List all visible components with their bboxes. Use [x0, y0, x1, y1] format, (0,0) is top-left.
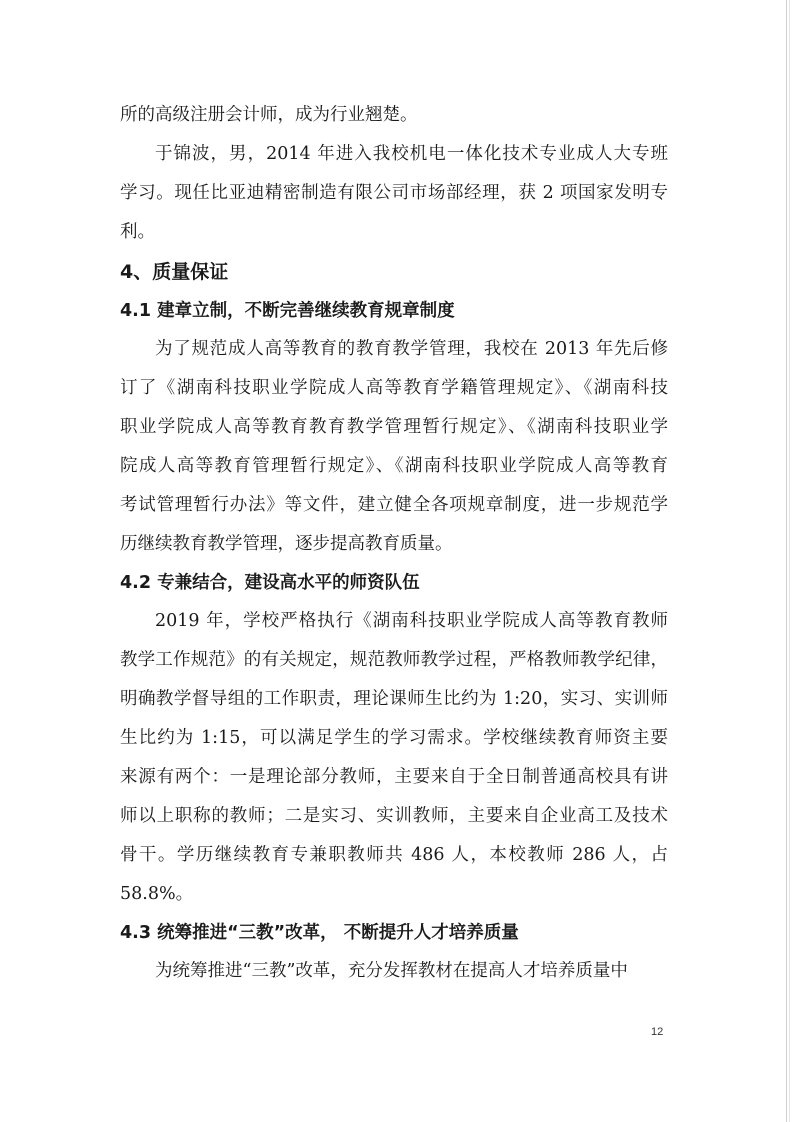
section-heading: 4、质量保证	[120, 261, 229, 283]
paragraph-line: 为统筹推进“三教”改革，充分发挥教材在提高人才培养质量中	[155, 961, 628, 981]
paragraph	[120, 135, 668, 252]
page-number: 12	[651, 1026, 664, 1038]
paragraph-line: 院成人高等教育管理暂行规定》、《湖南科技职业学院成人高等教育	[120, 456, 668, 476]
paragraph-line: 为了规范成人高等教育的教育教学管理，我校在 2013 年先后修	[155, 339, 668, 359]
paragraph-line: 于锦波，男，2014 年进入我校机电一体化技术专业成人大专班	[155, 144, 668, 164]
paragraph-line: 职业学院成人高等教育教育教学管理暂行规定》、《湖南科技职业学	[120, 417, 668, 437]
paragraph-line: 学习。现任比亚迪精密制造有限公司市场部经理，获 2 项国家发明专	[120, 183, 668, 203]
document-page	[120, 96, 674, 991]
paragraph-line: 明确教学督导组的工作职责，理论课师生比约为 1:20，实习、实训师	[120, 689, 668, 709]
paragraph-line: 来源有两个：一是理论部分教师，主要来自于全日制普通高校具有讲	[120, 767, 668, 787]
paragraph	[120, 602, 674, 914]
paragraph-line: 生比约为 1:15，可以满足学生的学习需求。学校继续教育师资主要	[120, 728, 668, 748]
scan-edge	[789, 0, 790, 1122]
subsection-heading: 4.3 统筹推进“三教”改革， 不断提升人才培养质量	[120, 923, 519, 943]
subsection-heading: 4.1 建章立制，不断完善继续教育规章制度	[120, 301, 455, 321]
paragraph-line: 利。	[120, 222, 155, 242]
paragraph-line: 订了《湖南科技职业学院成人高等教育学籍管理规定》、《湖南科技	[120, 378, 668, 398]
paragraph-line: 所的高级注册会计师，成为行业翘楚。	[120, 105, 418, 125]
paragraph-line: 教学工作规范》的有关规定，规范教师教学过程，严格教师教学纪律，	[120, 650, 668, 670]
paragraph-line: 师以上职称的教师；二是实习、实训教师，主要来自企业高工及技术	[120, 806, 668, 826]
paragraph	[120, 952, 668, 991]
paragraph-line: 考试管理暂行办法》等文件，建立健全各项规章制度，进一步规范学	[120, 495, 668, 515]
paragraph-line: 骨干。学历继续教育专兼职教师共 486 人，本校教师 286 人，占 58.8%。	[120, 845, 674, 904]
subsection-heading: 4.2 专兼结合，建设高水平的师资队伍	[120, 573, 420, 593]
scan-edge	[786, 0, 787, 1122]
paragraph	[120, 96, 668, 135]
paragraph	[120, 330, 668, 564]
paragraph-line: 2019 年，学校严格执行《湖南科技职业学院成人高等教育教师	[155, 611, 668, 631]
paragraph-line: 历继续教育教学管理，逐步提高教育质量。	[120, 534, 453, 554]
